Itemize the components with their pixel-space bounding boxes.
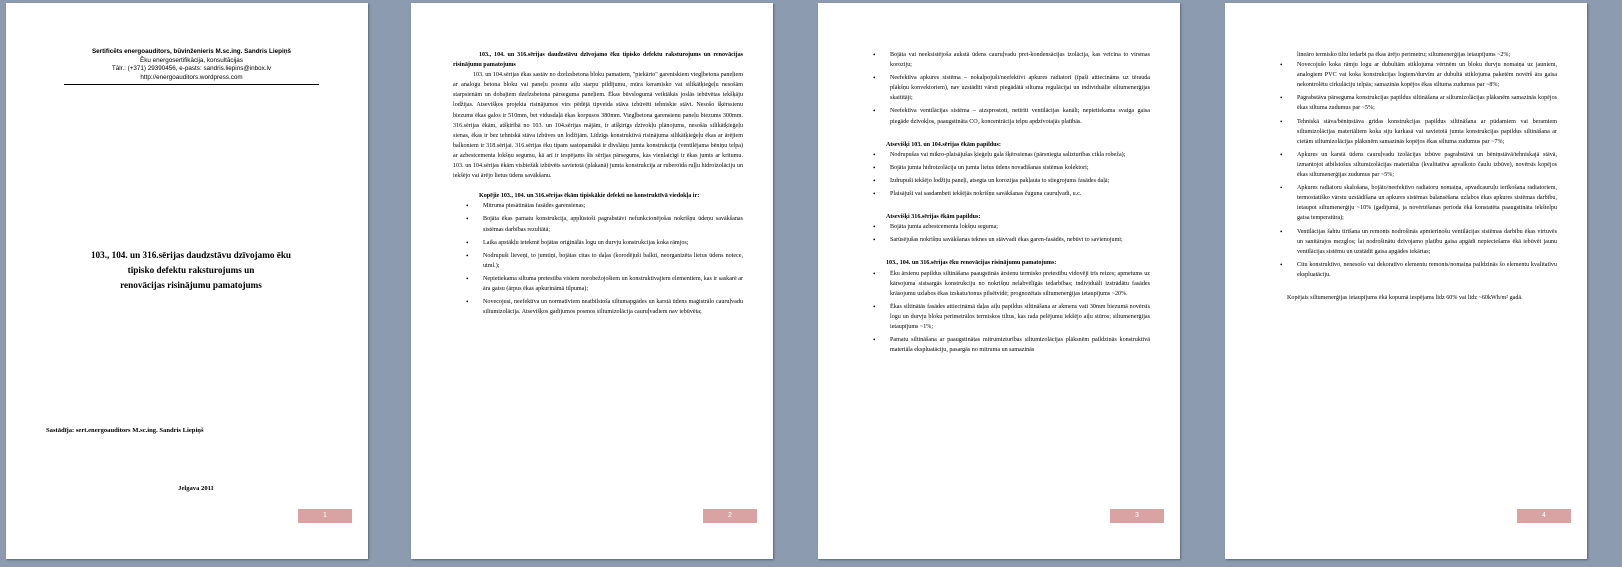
list-item: • Nodrupušas vai mikro-plaisājušas ķieģeļu gala šķērssienas (pārsniegta salizturības cikla robeža); (890, 150, 1150, 160)
list-item: • Ēkas siltinātās fasādes attiecināmā daļas aiļu papildus siltināšana ar akmens vati 30mm biezumā novērsīs logu un durvju bloku perimetrālos termiskos tiltus, kas rada pelējumu iekšējo aiļu stūros; siltumenerģijas ietaupījums ~1%; (890, 302, 1150, 332)
title-line-1: 103., 104. un 316.sērijas daudzstāvu dzīvojamo ēku (90, 250, 292, 260)
page-number: 1 (298, 509, 352, 523)
renovation-list-continued (1267, 60, 1557, 280)
defects-heading: Kopējie 103., 104. un 316.sērijas ēkām tipiskākie defekti no konstruktīvā viedokļa ir: (479, 193, 700, 200)
list-item: • Pamatu siltināšana ar paaugstinātas mitrumizturības siltumizolācijas plāksnēm paildzinās konstruktīvā materiāla ekspluatāciju, pasargās no mitruma un samazinās (890, 335, 1150, 355)
title-line-3: renovācijas risinājumu pamatojums (120, 280, 262, 290)
series-316-heading: Atsevišķi 316.sērijas ēkām papildus: (886, 214, 981, 221)
author-line: Sastādīja: sert.energoauditors M.sc.ing. Sandris Liepiņš (46, 427, 204, 434)
defects-list-continued (860, 50, 1150, 127)
place-date: Jelgava 2011 (178, 485, 214, 492)
series-104-list (860, 150, 1150, 199)
list-item: • Novecojusi, neefektīva un normatīviem neatbilstoša siltumapgādes un karstā ūdens maģistrālo cauruļvadu siltumizolācija. Atsevišķos gadījumos posmos siltumizolācija cauruļvadiem nav iebūvēta; (483, 297, 743, 317)
list-item: • Nepietiekama siltuma pretestība visiem norobežojošiem un konstruktīvajiem elementiem, kas ir saskarē ar āra gaisu (ārpus ēkas apkurināmā tilpuma); (483, 274, 743, 294)
list-item: • Plaisājuši vai sasdambeti iekšējās nokrišņu savākšanas čuguna cauruļvadi, u.c. (890, 189, 1150, 199)
document-title (46, 248, 336, 293)
section-heading: 103., 104. un 316.sērijas daudzstāvu dzīvojamo ēku tipisko defektu raksturojums un renovācijas risinājumu pamatojums (453, 52, 743, 69)
list-item: • Ēku ārsienu papildus siltināšana paaugstinās ārsienu termisko pretestību vidovēji trīs reizes; apmetums uz kārsojuma sistsargās konstrukciju no nokrišņu nelabvēlīgās iedarbības; individuāli izstrādātu fasādes krāsojumu uzlabos ēkas izskatu/tonus pilsētvidē; prognozētais siltumenerģijas ietaupījums ~20%. (890, 269, 1150, 299)
list-item: • Sarūsējušas nokrišņu savākšanas teknes un stāvvadi ēkas garen-fasādēs, nebūvi to savienojumi; (890, 235, 1150, 245)
list-item: • Apkures radiatoru skalošana, bojāto/neefektīvo radiatoru nomaiņa, apvadcauruļu ierīkošana radiatoriem, termostatiško vārstu uzstādīšana un apkures sistēmas balansēšana uzlabos ēkas apkures sistēmas darbību, ietaupot siltumenerģiju ~10% (gadījumā, ja novērtēšanas perioda ēkā konstatēta paaugstināta iekštelpu gaisa temperatūra); (1297, 183, 1557, 223)
page-2 (411, 3, 773, 559)
page-4-content (1267, 50, 1557, 303)
list-item: • Apkures un karstā ūdens cauruļvadu izolācijas izbūve pagrabstāvā un bēniņstāvā/tehniskajā stāvā, izmantojot atbilstošus siltumizolācijas materiālus (kvalitatīva apvalkoto čaulu izbūve), novērsīs kopējos ēkas siltumenerģijas zudumus par ~5%; (1297, 150, 1557, 180)
list-item: • Laika apstākļu ietekmē bojātas oriģinālās logu un durvju konstrukcijas koka rāmjos; (483, 238, 743, 248)
list-item: • Mitruma piesātinātas fasādes garensienas; (483, 201, 743, 211)
letterhead (64, 48, 319, 85)
list-item: • Bojāta jumta hidroizolācija un jumta lietus ūdens novadīšanas sistēmas kolektori; (890, 163, 1150, 173)
title-line-2: tipisko defektu raksturojums un (127, 265, 255, 275)
page-number: 2 (703, 509, 757, 523)
letterhead-divider (64, 84, 319, 85)
list-item: • Izdrupuši iekšējo lodžiju paneļi, atsegta un korozijas pakļauta to stiegrojums fasādes daļā; (890, 176, 1150, 186)
list-item: • Bojāta vai neeksistējoša aukstā ūdens cauruļvadu pret-kondensācijas izolācija, kas veicina to virsmas koroziju; (890, 50, 1150, 70)
continued-text: lineāro termisko tiltu iedarbi pa ēkas ārējo perimetru; siltumenerģijas ietaupījums ~2%; (1297, 52, 1511, 58)
list-item: • Tehniskā stāva/bēniņstāva grīdas konstrukcijas papildus siltināšana ar pūdamiem vai beramiem siltumizolācijas materiāliem koka siju karkasā vai savietotā jumta konstrukcijas papildus siltināšana ar cietām siltumizolācijas plāksnēm samazinās kopējos ēkas siltuma zudumus par ~7%; (1297, 117, 1557, 147)
list-item: • Nodrupuši lieveņi, to jumtiņi, bojātas citas to daļas (korodējuši balkti, neorganizēta lietus ūdens notece, utml.); (483, 251, 743, 271)
series-104-heading: Atsevišķi 103. un 104.sērijas ēkām papildus: (886, 141, 1001, 148)
defects-list (453, 201, 743, 317)
conclusion-paragraph: Kopējais siltumenerģijas ietaupījums ēkā kopumā iespējams līdz 60% vai līdz ~60kWh/m² gadā. (1287, 294, 1523, 301)
letterhead-name: Sertificēts energoauditors, būvinženieris M.sc.ing. Sandris Liepiņš (91, 48, 292, 55)
letterhead-website: http://energoauditors.wordpress.com (140, 73, 243, 81)
list-item: • Novecojušo koka rāmju logu ar dubultām stiklojuma vērtnēm un bloku durvju nomaiņa uz jauniem, analogiem PVC vai koka konstrukcijas logiem/durvīm ar dubultā stiklojuma paketēm novērš āra gaisa nekontrolētu cirkulāciju telpās; samazinās kopējos ēkas siltuma zudumus par ~8%; (1297, 60, 1557, 90)
list-item: • Citu konstruktīvo, nenesošo vai dekoratīvo elementu remonts/nomaiņa paildzinās šo elementu kvalitatīvu ekspluatāciju. (1297, 260, 1557, 280)
page-4 (1225, 3, 1587, 559)
page-number: 3 (1110, 509, 1164, 523)
list-item: • Ventilācijas šahtu tīrīšana un remonts nodrošinās apmierinošu ventilācijas sistēmas darbību ēkas virtuvēs un sanitārajos mezglos; lai nodrošinātu dzīvojamo platību gaisa apgādi nepieciešams ēkā iebūvēt jaunu ventilācijas sistēmu un uzstādīt gaisa apgādes iekārtas; (1297, 227, 1557, 257)
list-item: • Pagrabstāva pārseguma konstrukcijas papildus siltināšana ar siltumizolācijas plāksnēm samazinās kopējos ēkas siltuma zudumus par ~5%; (1297, 93, 1557, 113)
list-item: • Neefektīva ventilācijas sistēma – aizsprostoti, netīrīti ventilācijas kanāli; nepietiekama svaiga gaisa piegāde dzīvokļos, paaugstināta CO₂ koncentrācija telpu apdzīvotajās platībās. (890, 106, 1150, 126)
intro-paragraph: 103. un 104.sērijas ēkas sastāv no dzelzsbetona bloku pamatiem, "piekārto" gareniskiem viegļbetona paneļiem ar analogu betona bloku vai paneļu posmu aiļu starpu pildījumu, mūra keramisko vai silikātķieģeļu nesošām starpsienām un dobajiem dzelzsbetona pārseguma paneļiem. Ēkas būvslogumā veiktākās joslās iebūvētas iekšķāju lodžijas. Atsevišķos projekta risinājumos virs pēdējā tipveida stāva izbūvēti tehniskie stāvi. Nesošo šķērssienu biezums ēkas galos ir 510mm, bet vidusdaļā ēkas korpusos 380mm. Viegļbetona garensienu paneļu biezums 300mm. 316.sērijas ēkām, atšķirībā no 103. un 104.sērijas mājām, ir atšķirīgs dzīvokļu plānojums, nesošās silikātķieģeļu sienas, ēkas ir bez tehniskā stāva izbūves un lodžijām. Līdzīgs konstruktīvā risinājuma silikātķieģeļu ēkas ar ārējiem balkoniem ir 318.sērijai. 316.sērijas ēku tipam sastopamākā ir divslāņu jumta konstrukcija (ventilējama bēniņu telpa) ar azbestcementa lokšņu segumu, kā arī ir iespējams šīs sērijas pārsegums, kas vienlaicīgi ir ēkas jumts ar krītumu. 103. un 104.sērijas ēkām visbiežāk izbūvēts savietotā (plakanā) jumta konstrukcija ar ruberoīda ruļļu hidroizolāciju un iekšējo vai ārējo lietus ūdens savākšanu. (453, 72, 743, 180)
letterhead-contacts: Tālr.: (+371) 29390456, e-pasts: sandris.liepins@inbox.lv (111, 65, 272, 73)
page-3-content (860, 50, 1150, 358)
page-number: 4 (1517, 509, 1571, 523)
renovation-heading: 103., 104. un 316.sērijas ēku renovācijas risinājumu pamatojums: (886, 260, 1057, 267)
list-item: • Neefektīva apkures sistēma – nokalpojuši/neefektīvi apkures radiatori (īpaši attiecināms uz tērauda plākšņu konvektoriem), nav uzstādīti vārsti piegādātā siltuma regulācijai un individuālie siltumenerģijas skaitītāji; (890, 73, 1150, 103)
page-2-content (453, 50, 743, 320)
list-item: • Bojāta jumta azbestcementa lokšņu seguma; (890, 222, 1150, 232)
list-item: • Bojāta ēkas pamatu konstrukcija, applūstoši pagrabstāvi nefunkcionējošas nokrišņu ūdeņu savākšanas sistēmas darbības rezultātā; (483, 214, 743, 234)
page-3 (818, 3, 1180, 559)
letterhead-service: Ēku energosertifikācija, konsultācijas (140, 56, 243, 64)
series-316-list (860, 222, 1150, 245)
page-1 (6, 3, 368, 559)
renovation-list (860, 269, 1150, 356)
